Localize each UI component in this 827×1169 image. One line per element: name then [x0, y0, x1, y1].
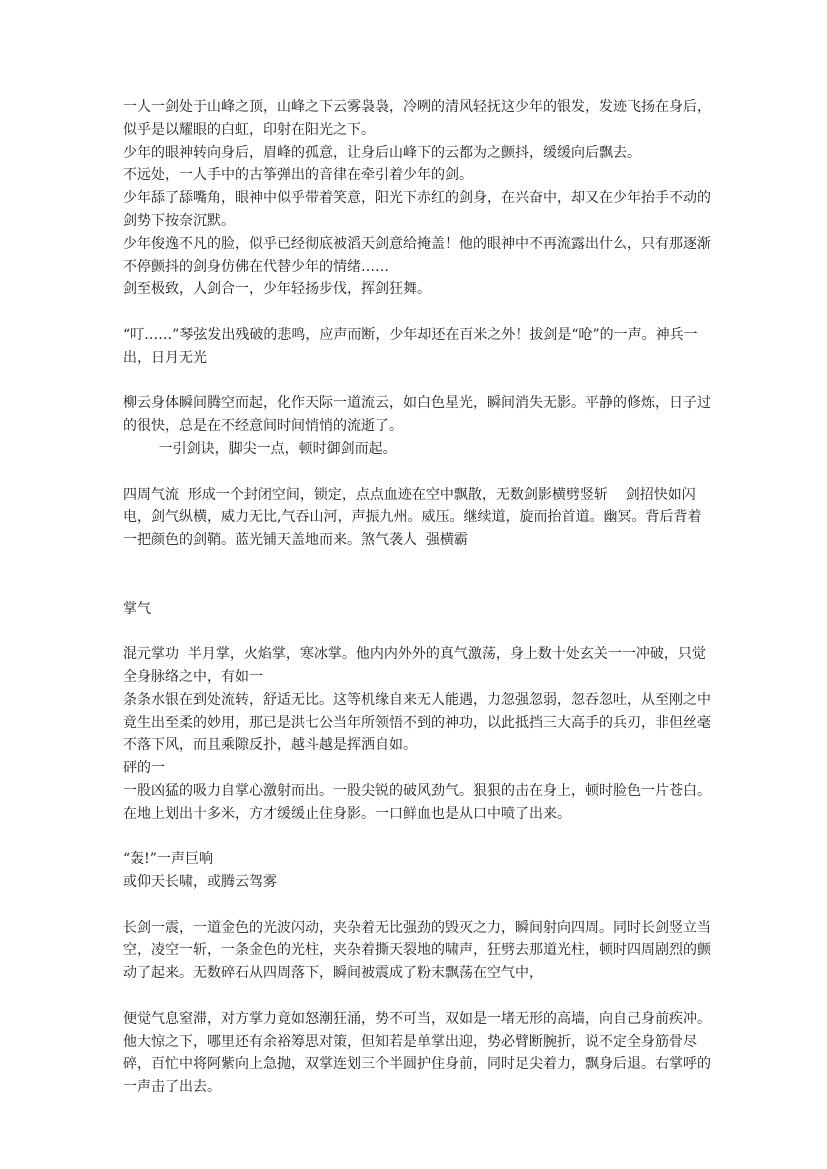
paragraph: 少年舔了舔嘴角，眼神中似乎带着笑意，阳光下赤红的剑身，在兴奋中，却又在少年抬手不动的剑势下按奈沉默。	[123, 190, 711, 229]
section-heading: 掌气	[123, 600, 151, 617]
paragraph: 条条水银在到处流转，舒适无比。这等机缘自来无人能遇，力忽强忽弱，忽吞忽吐，从至刚之中竟生出至柔的妙用，那已是洪七公当年所领悟不到的神功，以此抵挡三大高手的兵刃，非但丝毫不落下风，而且乘隙反扑，越斗越是挥洒自如。	[123, 691, 711, 754]
document-body	[123, 96, 713, 1099]
paragraph: 混元掌功 半月掌，火焰掌，寒冰掌。他内内外外的真气激荡，身上数十处玄关一一冲破，只觉全身脉络之中，有如一	[123, 646, 706, 685]
paragraph: 剑至极致，人剑合一，少年轻扬步伐，挥剑狂舞。	[123, 281, 431, 298]
paragraph: 一股凶猛的吸力自掌心激射而出。一股尖锐的破风劲气。狠狠的击在身上，顿时脸色一片苍白。在地上划出十多米，方才缓缓止住身影。一口鲜血也是从口中喷了出来。	[123, 782, 711, 822]
paragraph: 少年的眼神转向身后，眉峰的孤意，让身后山峰下的云都为之颤抖，缓缓向后飘去。	[123, 144, 641, 161]
paragraph: 便觉气息窒滞，对方掌力竟如怒潮狂涌，势不可当，双如是一堵无形的高墙，向自己身前疾冲。他大惊之下，哪里还有余裕筹思对策，但知若是单掌出迎，势必臂断腕折，说不定全身筋骨尽碎，百忙中将阿紫向上急抛，双掌连划三个半圆护住身前，同时足尖着力，飘身后退。右掌呼的一声击了出去。	[123, 1010, 711, 1096]
paragraph: 少年俊逸不凡的脸，似乎已经彻底被滔天剑意给掩盖！他的眼神中不再流露出什么，只有那逐渐不停颤抖的剑身仿佛在代替少年的情绪……	[123, 235, 711, 275]
blank-line	[123, 826, 713, 849]
blank-line	[123, 461, 713, 484]
blank-line	[123, 370, 713, 393]
blank-line	[123, 620, 713, 643]
paragraph: 长剑一震，一道金色的光波闪动，夹杂着无比强劲的毁灭之力，瞬间射向四周。同时长剑竖立当空，凌空一斩，一条金色的光柱，夹杂着撕天裂地的啸声，狂劈去那道光柱，顿时四周剧烈的颤动了起来。无数碎石从四周落下，瞬间被震成了粉末飘荡在空气中，	[123, 919, 711, 982]
paragraph: “轰!”一声巨响	[123, 851, 213, 868]
blank-line	[123, 552, 713, 598]
paragraph: 不远处，一人手中的古筝弹出的音律在牵引着少年的剑。	[123, 167, 473, 184]
paragraph: 一引剑诀，脚尖一点，顿时御剑而起。	[123, 440, 397, 457]
blank-line	[123, 301, 713, 324]
paragraph: 四周气流 形成一个封闭空间，锁定，点点血迹在空中飘散，无数剑影横劈竖斩 剑招快如闪电，剑气纵横，威力无比,气吞山河，声振九州。威压。继续道，旋而抬首道。幽冥。背后背着一把颜色的剑鞘。蓝光铺天盖地而来。煞气袭人 强横霸	[123, 486, 702, 549]
paragraph: 或仰天长啸，或腾云驾雾	[123, 874, 277, 891]
paragraph: 柳云身体瞬间腾空而起，化作天际一道流云，如白色星光，瞬间消失无影。平静的修炼，日子过的很快，总是在不经意间时间悄悄的流逝了。	[123, 395, 711, 435]
paragraph: “叮……”琴弦发出残破的悲鸣，应声而断，少年却还在百米之外！拔剑是“呛”的一声。神兵一出，日月无光	[123, 326, 698, 366]
paragraph: 砰的一	[123, 760, 165, 777]
blank-line	[123, 894, 713, 917]
blank-line	[123, 985, 713, 1008]
paragraph: 一人一剑处于山峰之顶，山峰之下云雾袅袅，冷咧的清风轻抚这少年的银发，发迹飞扬在身后，似乎是以耀眼的白虹，印射在阳光之下。	[123, 99, 711, 138]
